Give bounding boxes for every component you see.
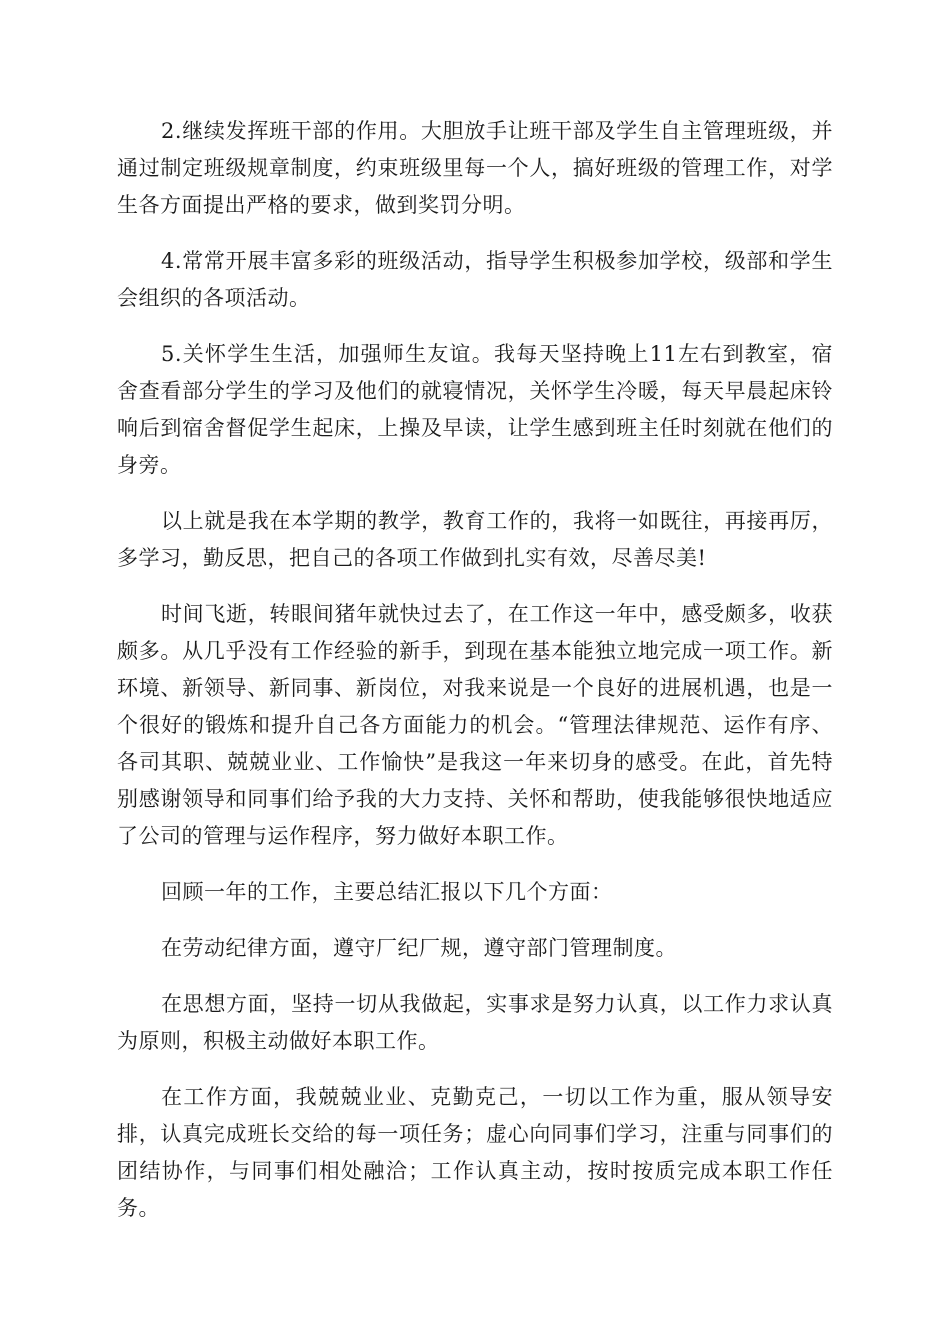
paragraph-labor-discipline: 在劳动纪律方面，遵守厂纪厂规，遵守部门管理制度。 bbox=[161, 936, 677, 960]
paragraph-class-cadres: 2.继续发挥班干部的作用。大胆放手让班干部及学生自主管理班级，并通过制定班级规章制度，约束班级里每一个人，搞好班级的管理工作，对学生各方面提出严格的要求，做到奖罚分明。 bbox=[117, 119, 833, 217]
paragraph-work: 在工作方面，我兢兢业业、克勤克己，一切以工作为重，服从领导安排，认真完成班长交给的每一项任务；虚心向同事们学习，注重与同事们的团结协作，与同事们相处融洽；工作认真主动，按时按质完成本职工作任务。 bbox=[117, 1085, 833, 1220]
paragraph-semester-summary: 以上就是我在本学期的教学，教育工作的，我将一如既往，再接再厉，多学习，勤反思，把自己的各项工作做到扎实有效，尽善尽美! bbox=[117, 509, 833, 570]
paragraph-year-review: 时间飞逝，转眼间猪年就快过去了，在工作这一年中，感受颇多，收获颇多。从几乎没有工作经验的新手，到现在基本能独立地完成一项工作。新环境、新领导、新同事、新岗位，对我来说是一个良好的进展机遇，也是一个很好的锻炼和提升自己各方面能力的机会。“管理法律规范、运作有序、各司其职、兢兢业业、工作愉快”是我这一年来切身的感受。在此，首先特别感谢领导和同事们给予我的大力支持、关怀和帮助，使我能够很快地适应了公司的管理与运作程序，努力做好本职工作。 bbox=[117, 602, 833, 848]
paragraph-ideology: 在思想方面，坚持一切从我做起，实事求是努力认真，以工作力求认真为原则，积极主动做好本职工作。 bbox=[117, 992, 833, 1053]
paragraph-class-activities: 4.常常开展丰富多彩的班级活动，指导学生积极参加学校，级部和学生会组织的各项活动。 bbox=[117, 249, 833, 310]
paragraph-student-care: 5.关怀学生生活，加强师生友谊。我每天坚持晚上11左右到教室，宿舍查看部分学生的学习及他们的就寝情况，关怀学生冷暖，每天早晨起床铃响后到宿舍督促学生起床，上操及早读，让学生感到班主任时刻就在他们的身旁。 bbox=[117, 342, 833, 477]
paragraph-review-intro: 回顾一年的工作，主要总结汇报以下几个方面： bbox=[161, 880, 613, 904]
document-body bbox=[117, 113, 833, 1246]
